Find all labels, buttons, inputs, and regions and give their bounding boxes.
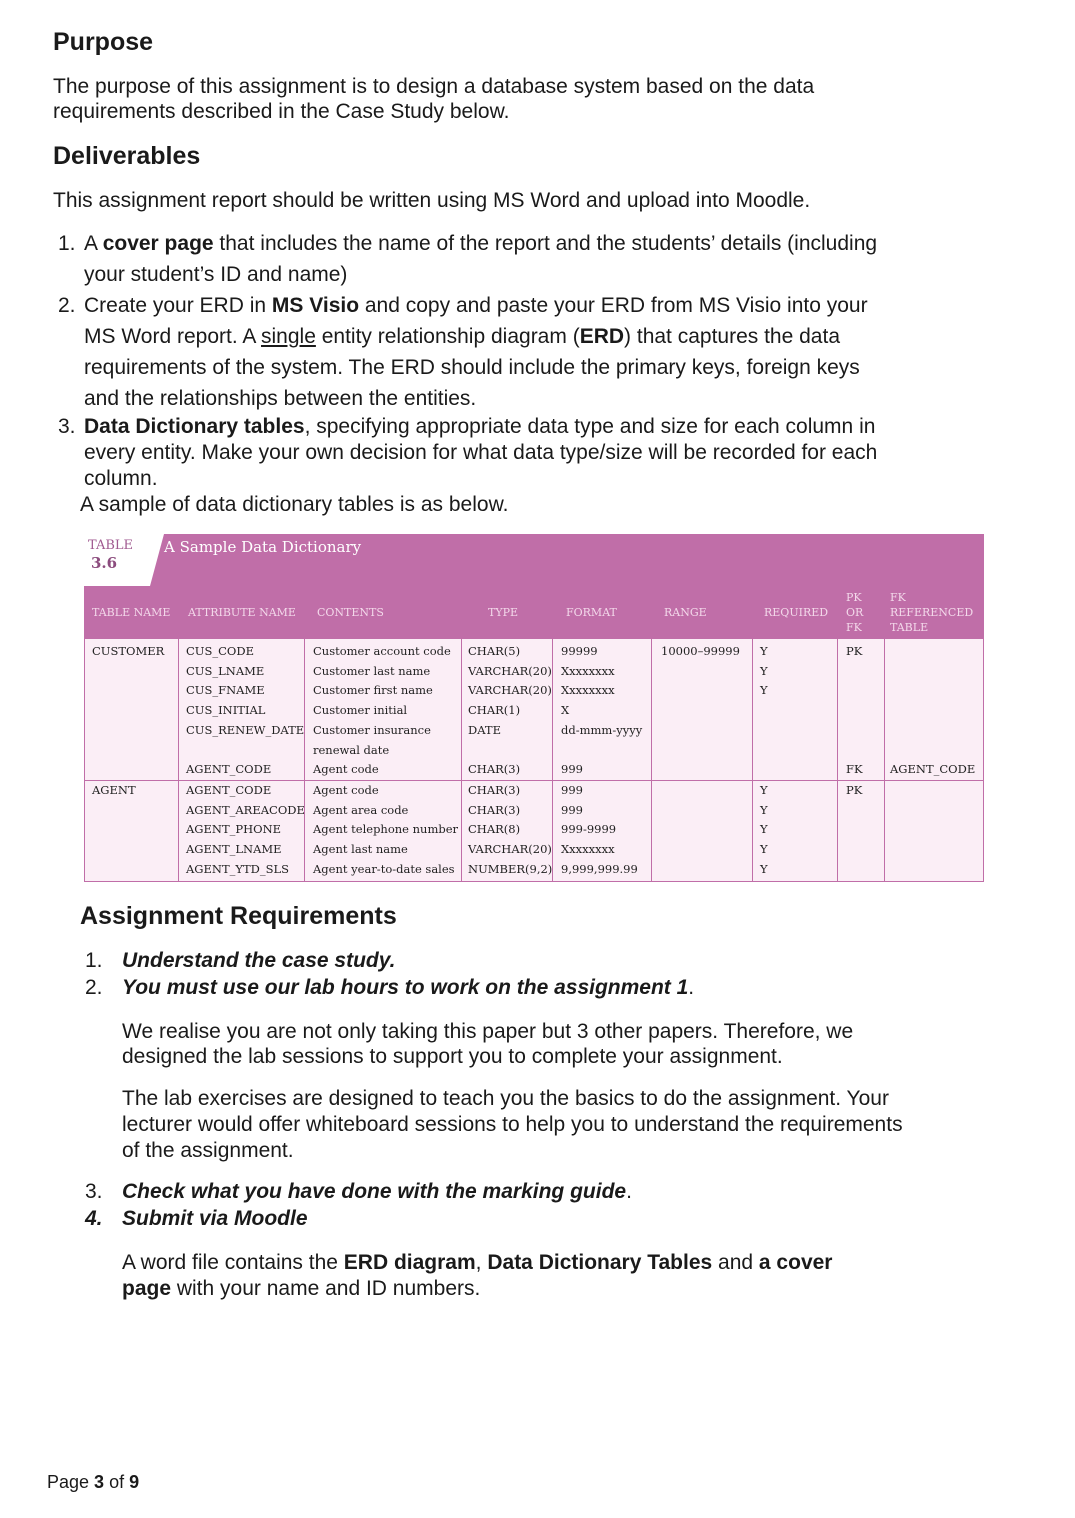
fk-referenced: AGENT_CODE (890, 762, 976, 776)
attr-cell: AGENT_AREACODE (186, 802, 305, 817)
list-number: 3. (58, 415, 76, 438)
purpose-line-1: The purpose of this assignment is to design a database system based on the data (53, 75, 815, 98)
text: your student’s ID and name) (84, 263, 348, 286)
text: . (626, 1180, 632, 1203)
customer-range: 10000–99999 (661, 644, 740, 658)
text: Check what you have done with the marking guide (122, 1180, 627, 1203)
attr-cell: AGENT_CODE (186, 783, 272, 797)
requirement-item-2 (85, 975, 985, 1002)
emphasis: MS Visio (271, 294, 360, 317)
list-number: 1. (85, 949, 103, 972)
text: entity relationship diagram ( (315, 325, 580, 348)
text: You must use our lab hours to work on the assignment 1 (122, 976, 689, 999)
requirement-item-4 (85, 1206, 985, 1233)
header-fkref-line: REFERENCED (890, 605, 974, 619)
content-cell: Customer last name (313, 663, 431, 678)
header-contents: CONTENTS (317, 605, 384, 619)
attr-cell: CUS_RENEW_DATE (186, 722, 305, 737)
text: Create your ERD in (84, 294, 272, 317)
customer-formats (561, 642, 642, 741)
list-number: 2. (58, 294, 76, 317)
paragraph-line: designed the lab sessions to support you to complete your assignment. (122, 1045, 783, 1068)
total-pages: 9 (129, 1472, 140, 1492)
required-cell: Y (760, 842, 768, 857)
table-name-agent: AGENT (92, 783, 136, 797)
list-number: 4. (85, 1207, 103, 1230)
header-attribute-name: ATTRIBUTE NAME (188, 605, 296, 619)
type-cell: DATE (468, 722, 501, 737)
header-pkfk-line: OR (846, 605, 864, 619)
attr-cell: AGENT_LNAME (186, 842, 282, 857)
list-number: 1. (58, 232, 76, 255)
deliverable-item-2 (58, 290, 998, 414)
requirement-text (122, 975, 694, 1001)
content-cell: Agent last name (313, 842, 408, 857)
requirements-paragraph-1 (122, 1019, 853, 1069)
final-line-1 (122, 1250, 832, 1276)
text: column. (84, 467, 158, 490)
format-cell: 999 (561, 802, 583, 817)
header-pk-or-fk (846, 586, 866, 638)
text: , specifying appropriate data type and size for each column in (304, 415, 876, 438)
header-fkref-line: TABLE (890, 620, 929, 634)
text: , (475, 1251, 488, 1274)
emphasis: ERD diagram (343, 1251, 476, 1274)
content-cell: renewal date (313, 742, 390, 757)
attr-cell: AGENT_PHONE (186, 822, 282, 837)
content-cell: Agent code (313, 783, 379, 797)
requirement-text: Submit via Moodle (122, 1207, 308, 1230)
data-dictionary-table (84, 534, 984, 882)
table-title: A Sample Data Dictionary (164, 538, 362, 556)
type-cell: CHAR(8) (468, 822, 521, 837)
deliverables-intro: This assignment report should be written using MS Word and upload into Moodle. (53, 189, 811, 212)
table-caption (84, 534, 984, 586)
attr-cell: CUS_FNAME (186, 683, 265, 698)
final-line-2 (122, 1276, 832, 1302)
format-cell: 9,999,999.99 (561, 861, 638, 876)
required-cell: Y (760, 822, 768, 837)
requirements-items-1-2 (85, 948, 985, 1002)
purpose-text (53, 74, 814, 124)
agent-types (468, 781, 552, 880)
attr-cell: CUS_LNAME (186, 663, 265, 678)
header-format: FORMAT (566, 605, 617, 619)
requirements-items-3-4 (85, 1179, 985, 1233)
format-cell: 999 (561, 783, 583, 797)
attr-cell: CUS_INITIAL (186, 703, 266, 718)
emphasis: page (122, 1277, 172, 1300)
requirement-item-1 (85, 948, 985, 975)
emphasis: a cover (758, 1251, 833, 1274)
emphasis: Data Dictionary Tables (487, 1251, 713, 1274)
content-cell: Agent year-to-date sales (313, 861, 455, 876)
header-required: REQUIRED (764, 605, 829, 619)
text: that includes the name of the report and the students’ details (including (213, 232, 878, 255)
purpose-line-2: requirements described in the Case Study below. (53, 100, 510, 123)
fk-marker: FK (846, 762, 863, 776)
agent-required (760, 781, 768, 880)
emphasis: Data Dictionary tables (84, 415, 305, 438)
header-pkfk-line: FK (846, 620, 862, 634)
fk-attribute: AGENT_CODE (186, 762, 272, 776)
content-cell: Agent telephone number (313, 822, 459, 837)
header-table-name: TABLE NAME (92, 605, 171, 619)
format-cell: Xxxxxxxx (561, 683, 615, 698)
required-cell: Y (760, 861, 768, 876)
required-cell: Y (760, 783, 768, 797)
agent-contents (313, 781, 458, 880)
deliverable-item-3 (58, 414, 1018, 524)
deliverable-item-1 (58, 228, 998, 290)
format-cell: X (561, 703, 570, 718)
requirements-heading: Assignment Requirements (80, 902, 397, 930)
header-fk-referenced-table (890, 586, 973, 638)
header-type: TYPE (488, 605, 519, 619)
required-cell: Y (760, 802, 768, 817)
type-cell: NUMBER(9,2) (468, 861, 553, 876)
required-cell: Y (760, 663, 768, 678)
format-cell: 99999 (561, 644, 598, 658)
requirements-paragraph-2 (122, 1086, 903, 1164)
text: Page (47, 1472, 95, 1492)
format-cell: dd-mmm-yyyy (561, 722, 643, 737)
column-headers (84, 586, 984, 638)
table-number: 3.6 (91, 554, 118, 572)
page-number (47, 1472, 139, 1493)
text: MS Word report. A (84, 325, 262, 348)
emphasis: cover page (102, 232, 214, 255)
format-cell: Xxxxxxxx (561, 663, 615, 678)
header-pkfk-line: PK (846, 590, 862, 604)
format-cell: Xxxxxxxx (561, 842, 615, 857)
fk-format: 999 (561, 762, 583, 776)
requirements-final (122, 1250, 832, 1302)
agent-attributes (186, 781, 305, 880)
fk-type: CHAR(3) (468, 762, 521, 776)
current-page: 3 (94, 1472, 105, 1492)
type-cell: VARCHAR(20) (468, 842, 552, 857)
customer-contents (313, 642, 451, 760)
purpose-heading: Purpose (53, 28, 154, 56)
deliverables-heading: Deliverables (53, 142, 201, 170)
requirement-text (122, 1179, 632, 1205)
customer-pk: PK (846, 644, 863, 658)
text: and the relationships between the entities. (84, 387, 477, 410)
required-cell: Y (760, 683, 768, 698)
content-cell: Customer initial (313, 703, 408, 718)
paragraph-line: We realise you are not only taking this paper but 3 other papers. Therefore, we (122, 1020, 854, 1043)
paragraph-line: of the assignment. (122, 1139, 294, 1162)
content-cell: Customer insurance (313, 722, 431, 737)
type-cell: CHAR(5) (468, 644, 521, 658)
text: A sample of data dictionary tables is as below. (80, 493, 509, 516)
text: requirements of the system. The ERD should include the primary keys, foreign keys (84, 356, 860, 379)
customer-attributes (186, 642, 304, 741)
fk-content: Agent code (313, 762, 379, 776)
type-cell: CHAR(3) (468, 783, 521, 797)
text: every entity. Make your own decision for what data type/size will be recorded for each (84, 441, 878, 464)
text: ) that captures the data (624, 325, 840, 348)
table-label: TABLE (88, 538, 134, 553)
text: with your name and ID numbers. (171, 1277, 481, 1300)
requirement-item-3 (85, 1179, 985, 1206)
type-cell: VARCHAR(20) (468, 683, 552, 698)
customer-required (760, 642, 768, 701)
agent-formats (561, 781, 638, 880)
type-cell: CHAR(3) (468, 802, 521, 817)
paragraph-line: The lab exercises are designed to teach you the basics to do the assignment. Your (122, 1087, 889, 1110)
type-cell: VARCHAR(20) (468, 663, 552, 678)
text: A (84, 232, 103, 255)
emphasis: ERD (579, 325, 625, 348)
attr-cell: CUS_CODE (186, 644, 254, 658)
agent-pk: PK (846, 783, 863, 797)
list-number: 3. (85, 1180, 103, 1203)
header-fkref-line: FK (890, 590, 906, 604)
customer-types (468, 642, 552, 741)
attr-cell: AGENT_YTD_SLS (186, 861, 289, 876)
paragraph-line: lecturer would offer whiteboard sessions to help you to understand the requirements (122, 1113, 903, 1136)
text: . (688, 976, 695, 999)
content-cell: Agent area code (313, 802, 409, 817)
text: and (712, 1251, 759, 1274)
content-cell: Customer first name (313, 683, 433, 698)
underline: single (261, 325, 316, 348)
content-cell: Customer account code (313, 644, 451, 658)
required-cell: Y (760, 644, 768, 658)
requirement-text: Understand the case study. (122, 949, 396, 972)
text: of (104, 1472, 130, 1492)
table-name-customer: CUSTOMER (92, 644, 165, 658)
type-cell: CHAR(1) (468, 703, 521, 718)
header-range: RANGE (664, 605, 707, 619)
format-cell: 999-9999 (561, 822, 617, 837)
text: and copy and paste your ERD from MS Visio into your (359, 294, 868, 317)
list-number: 2. (85, 976, 103, 999)
text: A word file contains the (122, 1251, 344, 1274)
